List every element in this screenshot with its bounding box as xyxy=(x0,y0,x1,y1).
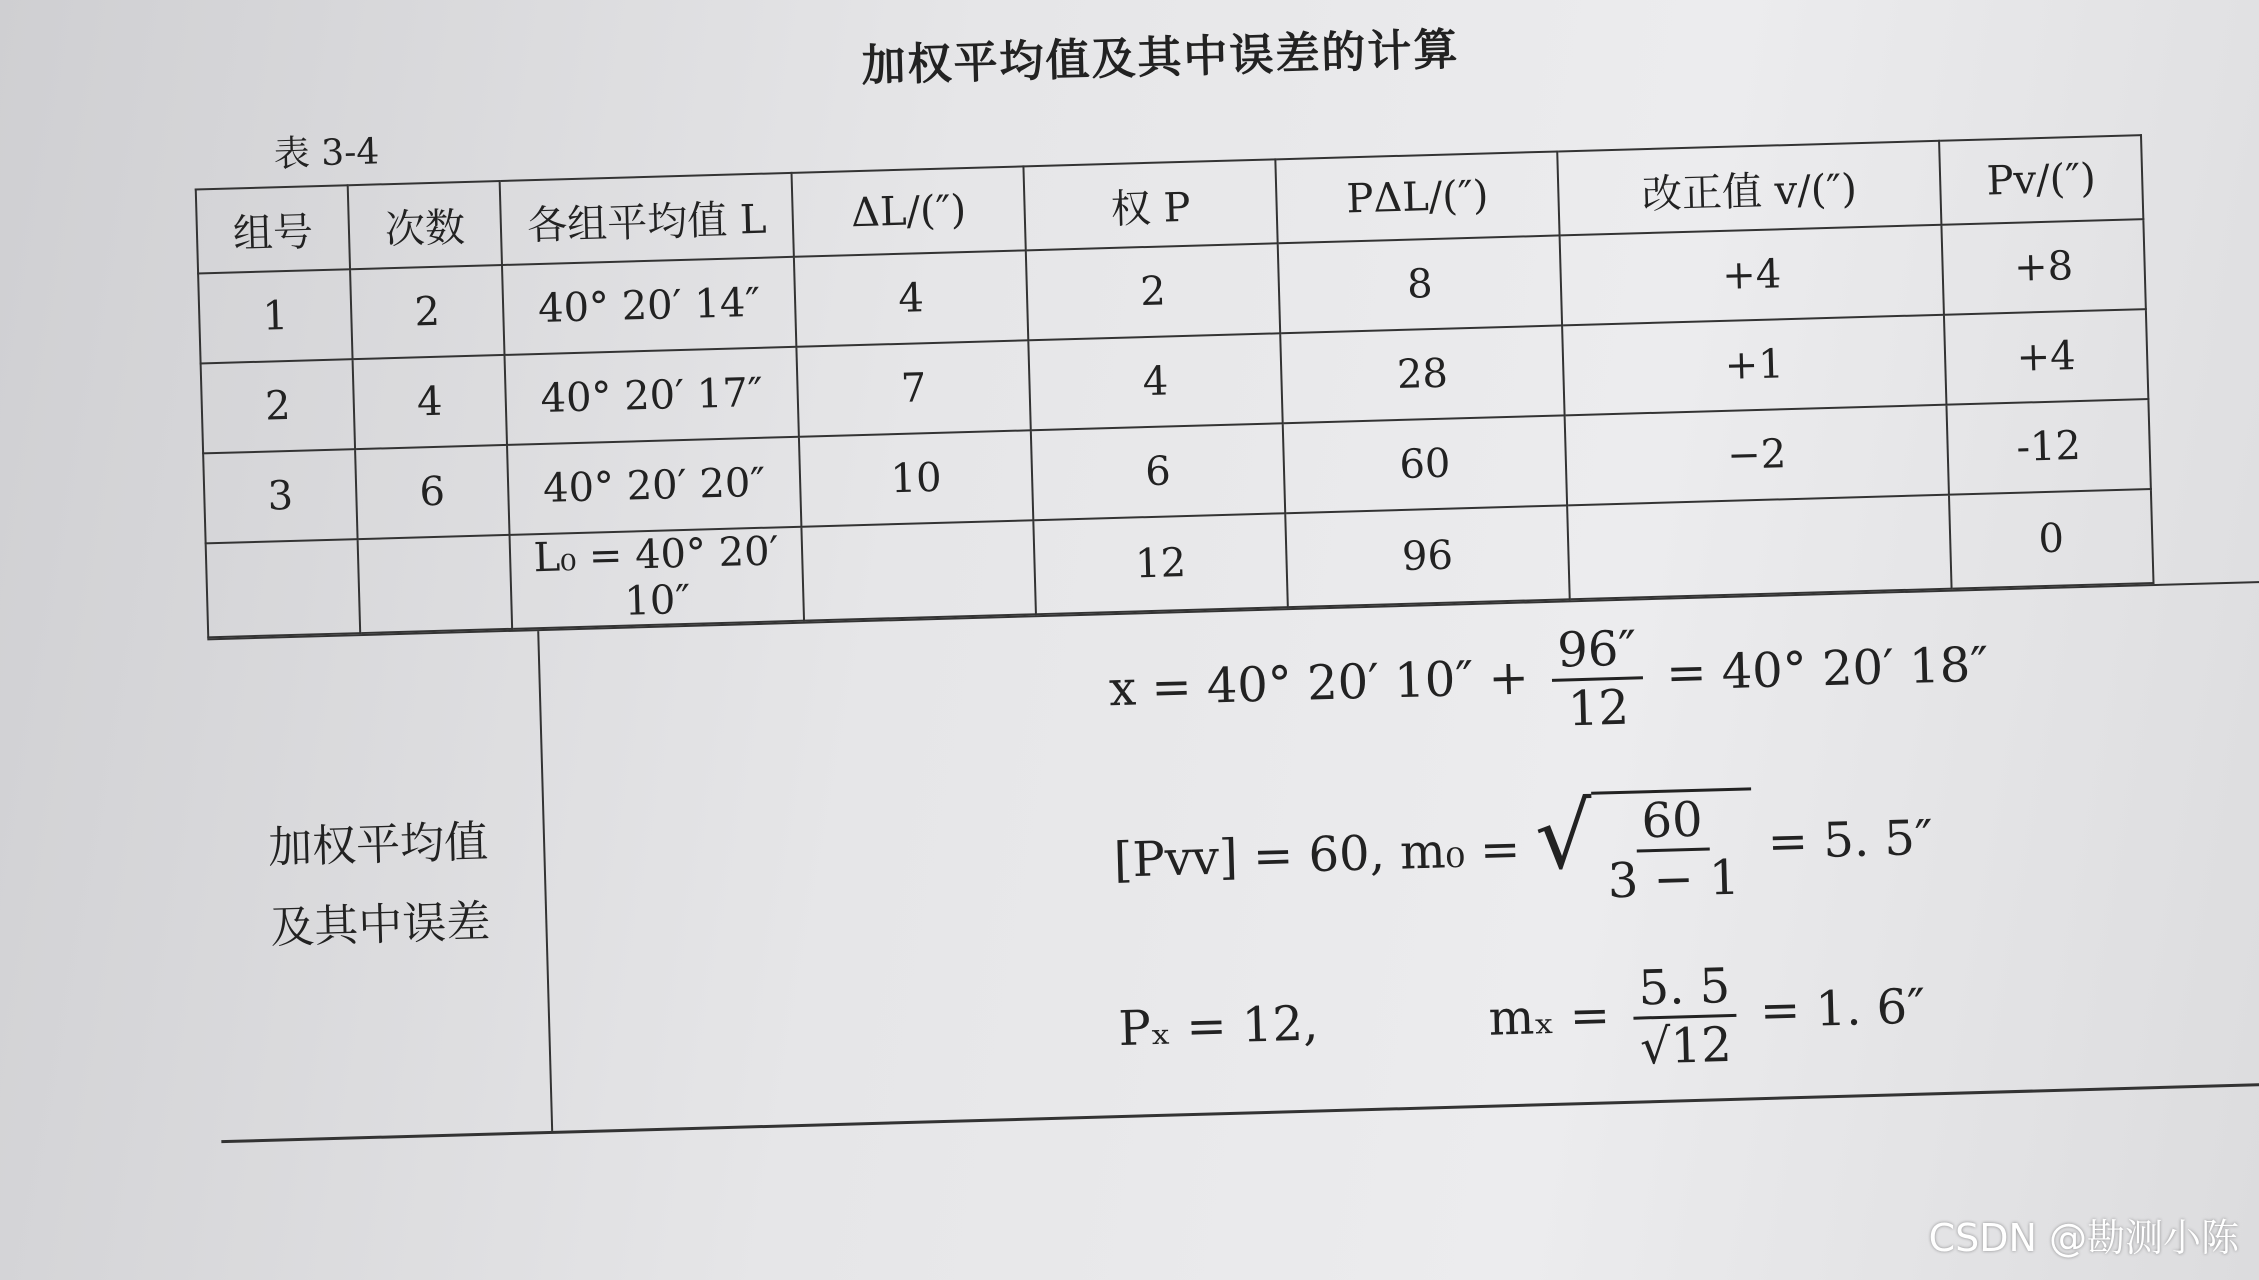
cell-total-pv: 0 xyxy=(1949,489,2154,589)
formula1-denominator: 12 xyxy=(1567,679,1630,738)
formula2-right: = 5. 5″ xyxy=(1767,809,1934,871)
summary-label-line1: 加权平均值 xyxy=(267,816,489,874)
header-pv: Pv/(″) xyxy=(1939,135,2143,225)
formula-weighted-mean xyxy=(1108,611,1990,751)
formula3-numerator: 5. 5 xyxy=(1632,958,1737,1020)
cell-count: 2 xyxy=(350,265,504,359)
header-mean-l: 各组平均值 L xyxy=(500,173,794,265)
formula3-denominator: √12 xyxy=(1639,1016,1733,1076)
formula2-denominator: 3 − 1 xyxy=(1607,849,1741,910)
cell-correction: −2 xyxy=(1565,405,1949,506)
cell-group: 2 xyxy=(201,359,355,453)
formula2-sqrt xyxy=(1533,783,1754,911)
formula2-fraction xyxy=(1599,791,1746,910)
formula2-numerator: 60 xyxy=(1635,792,1710,853)
cell-group: 1 xyxy=(198,269,352,363)
cell-correction: +4 xyxy=(1560,225,1944,326)
formula1-numerator: 96″ xyxy=(1551,620,1644,682)
table-number: 表 3-4 xyxy=(273,131,380,176)
cell-empty xyxy=(206,539,361,637)
formula3-fraction xyxy=(1632,958,1739,1076)
cell-p-delta-l: 60 xyxy=(1283,415,1567,513)
header-count: 次数 xyxy=(348,181,502,269)
formula1-fraction xyxy=(1551,620,1645,737)
cell-weight: 6 xyxy=(1031,423,1285,520)
csdn-watermark: CSDN @勘测小陈 xyxy=(1928,1216,2239,1260)
header-group-no: 组号 xyxy=(196,185,350,273)
cell-empty xyxy=(801,520,1036,620)
cell-delta-l: 4 xyxy=(794,250,1028,346)
cell-correction: +1 xyxy=(1562,315,1946,416)
summary-label-line2: 及其中误差 xyxy=(269,896,492,954)
cell-empty xyxy=(1567,495,1951,600)
formula-mean-error xyxy=(1117,953,1927,1090)
cell-pv: -12 xyxy=(1946,399,2150,495)
cell-weight: 2 xyxy=(1026,243,1280,340)
cell-empty xyxy=(358,535,513,633)
header-correction-v: 改正值 v/(″) xyxy=(1557,141,1941,236)
sqrt-icon: √ xyxy=(1533,783,1594,891)
formula1-left: x = 40° 20′ 10″ + xyxy=(1108,649,1530,718)
header-p-delta-l: PΔL/(″) xyxy=(1275,151,1559,243)
cell-pv: +8 xyxy=(1941,219,2145,315)
formula2-left: [Pvv] = 60, m₀ = xyxy=(1113,821,1522,889)
cell-weight: 4 xyxy=(1028,333,1282,430)
cell-l0: L₀ = 40° 20′ 10″ xyxy=(510,527,805,629)
cell-p-delta-l: 8 xyxy=(1278,235,1562,333)
formula-unit-weight-error xyxy=(1112,782,1934,923)
cell-mean: 40° 20′ 14″ xyxy=(502,257,796,355)
formula3-mid: mₓ = xyxy=(1487,987,1611,1047)
summary-label xyxy=(207,631,553,1140)
formula3-left: Pₓ = 12, xyxy=(1117,995,1319,1058)
cell-delta-l: 10 xyxy=(799,430,1033,526)
cell-mean: 40° 20′ 20″ xyxy=(507,437,801,535)
header-delta-l: ΔL/(″) xyxy=(792,166,1026,256)
table-title: 加权平均值及其中误差的计算 xyxy=(860,24,1461,92)
book-page xyxy=(140,0,2259,1200)
cell-total-p-delta-l: 96 xyxy=(1285,505,1570,607)
data-table xyxy=(195,134,2155,638)
cell-pv: +4 xyxy=(1944,309,2148,405)
cell-total-weight: 12 xyxy=(1033,513,1288,614)
formula1-right: = 40° 20′ 18″ xyxy=(1665,636,1989,702)
cell-delta-l: 7 xyxy=(796,340,1030,436)
summary-section xyxy=(207,581,2259,1143)
cell-count: 6 xyxy=(355,445,509,539)
cell-mean: 40° 20′ 17″ xyxy=(504,347,798,445)
formula3-right: = 1. 6″ xyxy=(1759,978,1926,1040)
header-weight-p: 权 P xyxy=(1023,159,1277,250)
cell-group: 3 xyxy=(203,449,357,543)
cell-p-delta-l: 28 xyxy=(1280,325,1564,423)
cell-count: 4 xyxy=(353,355,507,449)
